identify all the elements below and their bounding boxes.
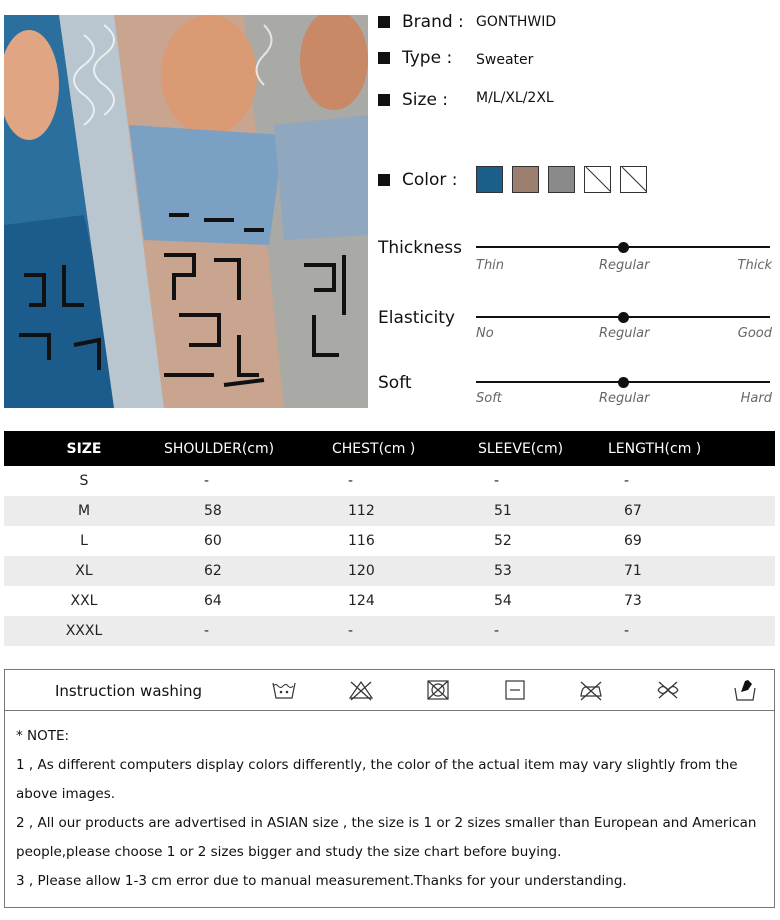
washing-title: Instruction washing	[55, 682, 203, 700]
bullet-icon	[378, 52, 390, 64]
table-cell: L	[80, 533, 88, 549]
table-cell: 64	[204, 593, 222, 609]
scale-min-label: No	[476, 326, 494, 341]
header-cell: LENGTH(cm )	[608, 431, 775, 466]
type-row	[378, 48, 534, 68]
brand-value: GONTHWID	[476, 14, 557, 30]
scale-marker	[618, 377, 629, 388]
table-row	[4, 496, 775, 526]
color-swatch-brown[interactable]	[512, 166, 539, 193]
table-cell: 52	[494, 533, 512, 549]
size-value: M/L/XL/2XL	[476, 90, 554, 106]
table-cell: 53	[478, 556, 608, 586]
table-cell: 54	[494, 593, 512, 609]
table-cell: 112	[332, 496, 478, 526]
table-cell: 67	[608, 496, 775, 526]
color-swatch-empty	[620, 166, 647, 193]
size-row	[378, 90, 554, 110]
no-iron-icon	[578, 678, 604, 702]
notes-heading: * NOTE:	[16, 728, 70, 744]
scale-min-label: Thin	[476, 258, 505, 273]
scale-max-label: Hard	[740, 391, 772, 406]
table-row	[4, 466, 775, 496]
table-cell: 69	[624, 533, 642, 549]
table-cell: XXXL	[4, 616, 164, 646]
scale-max-label: Good	[737, 326, 772, 341]
no-wring-icon	[655, 678, 681, 702]
table-cell: 60	[204, 533, 222, 549]
scale-mid-label: Regular	[599, 258, 650, 273]
table-row	[4, 526, 775, 556]
thickness-scale	[378, 236, 772, 286]
bullet-icon	[378, 94, 390, 106]
scale-title: Soft	[378, 373, 412, 393]
brand-row	[378, 12, 557, 32]
soft-scale	[378, 371, 772, 421]
color-row	[378, 170, 486, 190]
bullet-icon	[378, 16, 390, 28]
size-chart-table	[4, 431, 775, 646]
note-line: 2 , All our products are advertised in ASIAN size , the size is 1 or 2 sizes smaller than European and American people,please choose 1 or 2 sizes bigger and study the size chart before buying.	[16, 815, 757, 860]
scale-marker	[618, 242, 629, 253]
scale-max-label: Thick	[737, 258, 772, 273]
table-cell: -	[624, 473, 630, 489]
table-row	[4, 556, 775, 586]
table-cell: S	[79, 473, 89, 489]
scale-min-label: Soft	[476, 391, 502, 406]
color-swatch-blue[interactable]	[476, 166, 503, 193]
header-cell: SLEEVE(cm)	[478, 431, 608, 466]
table-cell: 62	[164, 556, 332, 586]
size-table-header	[4, 431, 775, 466]
washing-instructions	[4, 669, 775, 908]
note-line: 3 , Please allow 1-3 cm error due to manual measurement.Thanks for your understanding.	[16, 873, 627, 889]
table-cell: XL	[4, 556, 164, 586]
table-cell: -	[164, 616, 332, 646]
table-cell: -	[478, 616, 608, 646]
scale-mid-label: Regular	[599, 391, 650, 406]
note-line: 1 , As different computers display colors differently, the color of the actual item may vary slightly from the above images.	[16, 757, 738, 802]
header-cell: CHEST(cm )	[332, 431, 478, 466]
no-tumble-dry-icon	[425, 678, 451, 702]
table-cell: 71	[608, 556, 775, 586]
header-cell: SIZE	[4, 431, 164, 466]
product-photo	[4, 15, 368, 408]
table-cell: 58	[164, 496, 332, 526]
size-label: Size :	[402, 90, 449, 110]
scale-marker	[618, 312, 629, 323]
table-cell: 120	[332, 556, 478, 586]
type-value: Sweater	[476, 52, 534, 68]
notes-section	[16, 722, 774, 896]
color-label: Color :	[402, 170, 458, 190]
elasticity-scale	[378, 306, 772, 356]
color-swatch-empty	[584, 166, 611, 193]
no-bleach-icon	[348, 678, 374, 702]
scale-title: Elasticity	[378, 308, 455, 328]
table-cell: -	[204, 473, 210, 489]
type-label: Type :	[402, 48, 453, 68]
hand-wash-icon	[271, 678, 297, 702]
scale-title: Thickness	[378, 238, 463, 258]
table-cell: -	[332, 616, 478, 646]
washing-header	[5, 670, 774, 711]
table-cell: 73	[624, 593, 642, 609]
table-cell: 116	[348, 533, 375, 549]
scale-mid-label: Regular	[599, 326, 650, 341]
bullet-icon	[378, 174, 390, 186]
table-cell: M	[4, 496, 164, 526]
brand-label: Brand :	[402, 12, 464, 32]
table-cell: -	[494, 473, 500, 489]
color-swatches	[476, 166, 647, 193]
hand-wash-basin-icon	[732, 678, 758, 702]
header-cell: SHOULDER(cm)	[164, 431, 332, 466]
table-row	[4, 586, 775, 616]
color-swatch-gray[interactable]	[548, 166, 575, 193]
table-cell: XXL	[70, 593, 98, 609]
table-cell: -	[348, 473, 354, 489]
table-cell: 51	[478, 496, 608, 526]
flat-dry-icon	[502, 678, 528, 702]
table-cell: 124	[348, 593, 375, 609]
table-row	[4, 616, 775, 646]
table-cell: -	[608, 616, 775, 646]
